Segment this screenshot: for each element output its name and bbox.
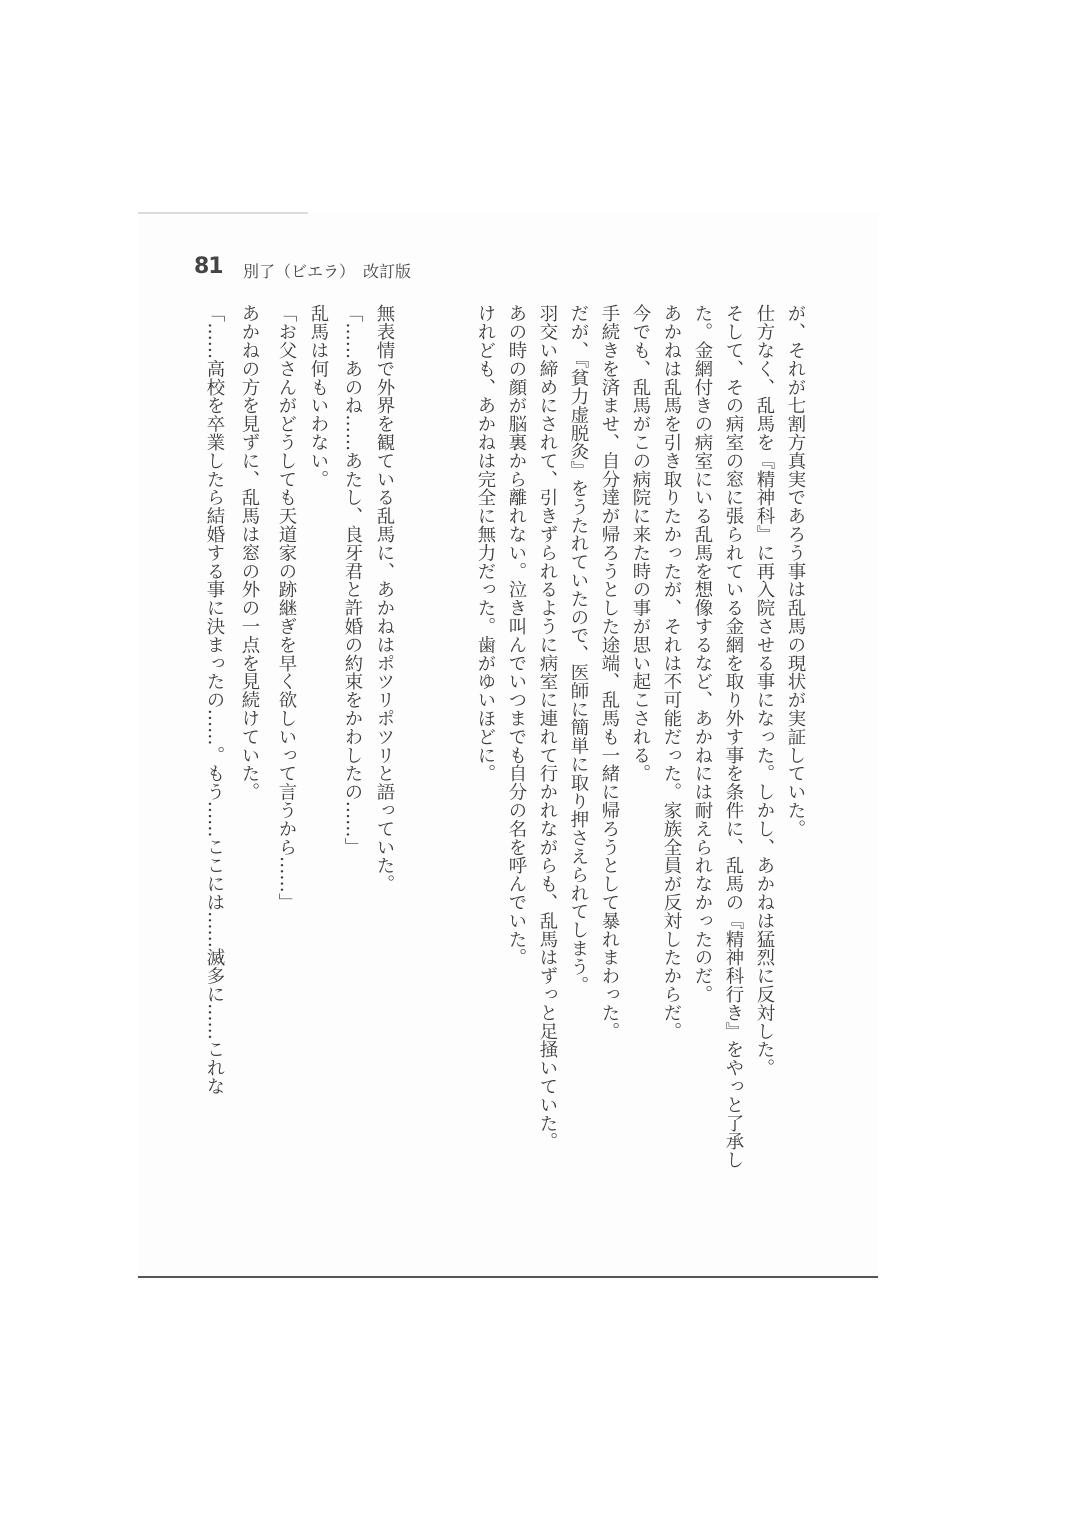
text-line: だが、『貧力虚脱灸』をうたれていたので、医師に簡単に取り押さえられてしまう。 — [568, 304, 589, 994]
text-line: 「お父さんがどうしても天道家の跡継ぎを早く欲しいって言うから……」 — [276, 304, 297, 912]
running-title: 別了（ビエラ） 改訂版 — [243, 262, 412, 281]
top-rule — [138, 212, 308, 214]
text-line: 無表情で外界を観ている乱馬に、あかねはポツリポツリと語っていた。 — [374, 304, 395, 893]
text-line: が、それが七割方真実であろう事は乱馬の現状が実証していた。 — [785, 304, 806, 838]
text-line: た。金網付きの病室にいる乱馬を想像するなど、あかねには耐えられなかったのだ。 — [692, 304, 713, 1004]
text-line: 手続きを済ませ、自分達が帰ろうとした途端、乱馬も一緒に帰ろうとして暴れまわった。 — [599, 304, 620, 1040]
text-line: 「……高校を卒業したら結婚する事に決まったの……。もう……ここには……滅多に……これな — [204, 304, 225, 1096]
text-line: あかねの方を見ずに、乱馬は窓の外の一点を見続けていた。 — [239, 304, 260, 801]
text-line: 羽交い締めにされて、引きずられるように病室に連れて行かれながらも、乱馬はずっと足掻いていた。 — [537, 304, 558, 1151]
page-number: 81 — [194, 254, 223, 279]
text-line: けれども、あかねは完全に無力だった。歯がゆいほどに。 — [475, 304, 496, 783]
bottom-rule — [138, 1276, 878, 1278]
text-line: 仕方なく、乱馬を『精神科』に再入院させる事になった。しかし、あかねは猛烈に反対した。 — [754, 304, 775, 1077]
text-line: そして、その病室の窓に張られている金網を取り外す事を条件に、乱馬の『精神科行き』をやっと了承し — [723, 304, 744, 1169]
text-line: あかねは乱馬を引き取りたかったが、それは不可能だった。家族全員が反対したからだ。 — [661, 304, 682, 1040]
text-line: 乱馬は何もいわない。 — [308, 304, 329, 488]
text-line: あの時の顔が脳裏から離れない。泣き叫んでいつまでも自分の名を呼んでいた。 — [506, 304, 527, 967]
text-line: 「……あのね……あたし、良牙君と許婚の約束をかわしたの……」 — [342, 304, 363, 856]
text-line: 今でも、乱馬がこの病院に来た時の事が思い起こされる。 — [630, 304, 651, 783]
